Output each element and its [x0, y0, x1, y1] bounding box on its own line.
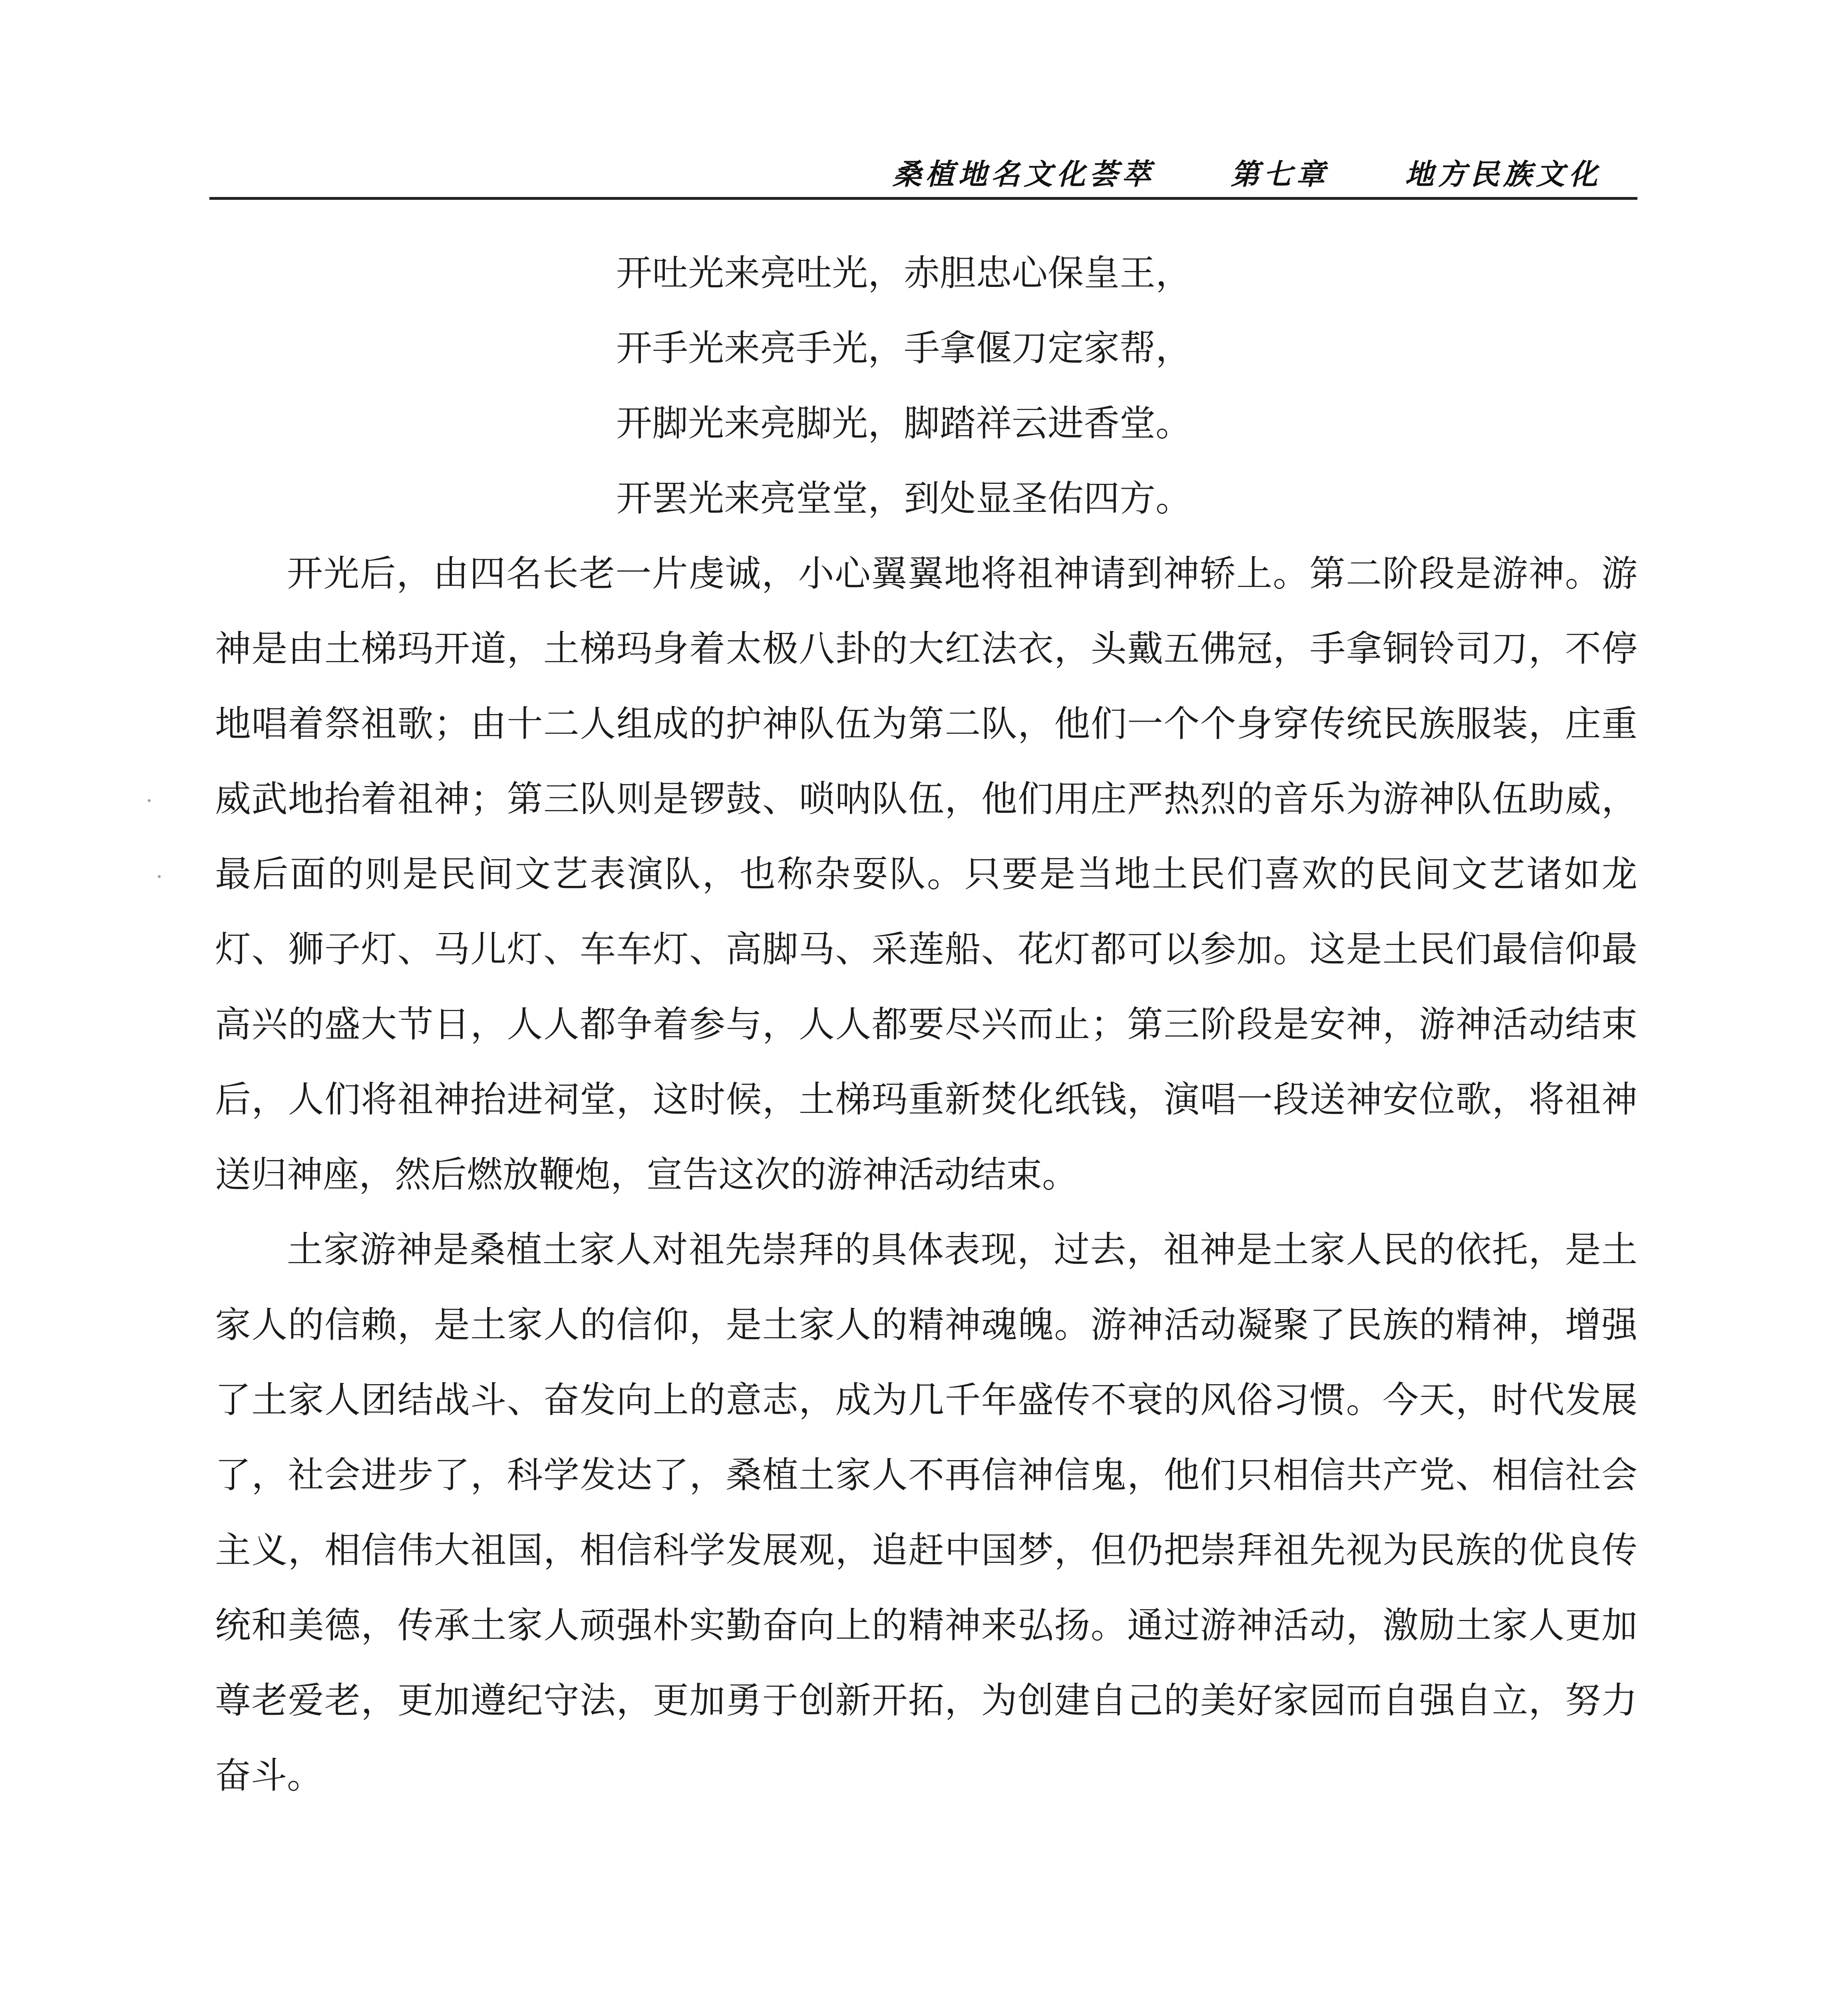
verse-line: 开手光来亮手光，手拿偃刀定家帮， [616, 327, 1192, 369]
header-text [893, 151, 1601, 193]
scan-speck [158, 875, 161, 878]
verse-line: 开罢光来亮堂堂，到处显圣佑四方。 [616, 478, 1192, 519]
header-section: 地方民族文化 [1404, 157, 1601, 191]
verse-line: 开吐光来亮吐光，赤胆忠心保皇王， [616, 252, 1192, 294]
header-chapter: 第七章 [1230, 157, 1329, 191]
scan-speck [148, 799, 151, 802]
paragraph: 土家游神是桑植土家人对祖先崇拜的具体表现，过去，祖神是土家人民的依托，是土家人的信赖，是土家人的信仰，是土家人的精神魂魄。游神活动凝聚了民族的精神，增强了土家人团结战斗、奋发向上的意志，成为几千年盛传不衰的风俗习惯。今天，时代发展了，社会进步了，科学发达了，桑植土家人不再信神信鬼，他们只相信共产党、相信社会主义，相信伟大祖国，相信科学发展观，追赶中国梦，但仍把崇拜祖先视为民族的优良传统和美德，传承土家人顽强朴实勤奋向上的精神来弘扬。通过游神活动，激励土家人更加尊老爱老，更加遵纪守法，更加勇于创新开拓，为创建自己的美好家园而自强自立，努力奋斗。 [215, 1229, 1637, 1797]
header-rule [209, 197, 1637, 200]
paragraph: 开光后，由四名长老一片虔诚，小心翼翼地将祖神请到神轿上。第二阶段是游神。游神是由土梯玛开道，土梯玛身着太极八卦的大红法衣，头戴五佛冠，手拿铜铃司刀，不停地唱着祭祖歌；由十二人组成的护神队伍为第二队，他们一个个身穿传统民族服装，庄重威武地抬着祖神；第三队则是锣鼓、唢呐队伍，他们用庄严热烈的音乐为游神队伍助威，最后面的则是民间文艺表演队，也称杂耍队。只要是当地土民们喜欢的民间文艺诸如龙灯、狮子灯、马儿灯、车车灯、高脚马、采莲船、花灯都可以参加。这是土民们最信仰最高兴的盛大节日，人人都争着参与，人人都要尽兴而止；第三阶段是安神，游神活动结束后，人们将祖神抬进祠堂，这时候，土梯玛重新焚化纸钱，演唱一段送神安位歌，将祖神送归神座，然后燃放鞭炮，宣告这次的游神活动结束。 [215, 553, 1637, 1196]
running-header [209, 152, 1637, 200]
body-text [215, 236, 1637, 1813]
verse-line: 开脚光来亮脚光，脚踏祥云进香堂。 [616, 402, 1192, 444]
header-book-title: 桑植地名文化荟萃 [892, 157, 1155, 191]
